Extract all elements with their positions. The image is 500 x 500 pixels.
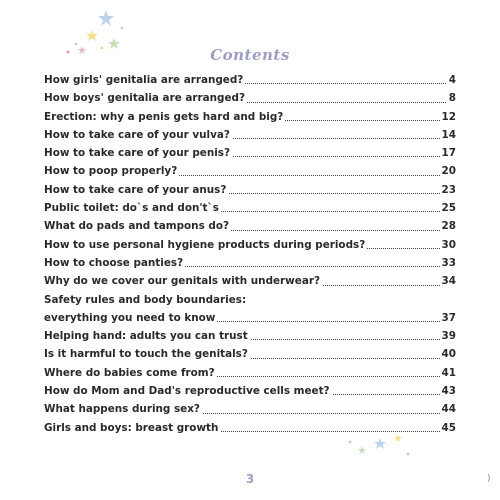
toc-entry (44, 217, 456, 235)
dot-icon (121, 27, 123, 29)
toc-entry-page: 30 (440, 236, 456, 254)
toc-entry-page: 28 (440, 217, 456, 235)
toc-entry-title: everything you need to know (44, 309, 217, 327)
toc-entry-title: Is it harmful to touch the genitals? (44, 345, 250, 363)
toc-entry-title: How to poop properly? (44, 162, 179, 180)
toc-entry (44, 291, 456, 309)
toc-entry (44, 236, 456, 254)
table-of-contents (44, 71, 456, 437)
toc-entry-page: 37 (440, 309, 456, 327)
toc-entry-page: 45 (440, 419, 456, 437)
toc-entry-page: 12 (440, 108, 456, 126)
star-icon (86, 30, 98, 41)
toc-entry-title: What do pads and tampons do? (44, 217, 231, 235)
toc-entry-page: 41 (440, 364, 456, 382)
toc-entry (44, 364, 456, 382)
toc-entry-page: 20 (440, 162, 456, 180)
toc-entry-page: 40 (440, 345, 456, 363)
toc-entry-title: How to take care of your penis? (44, 144, 232, 162)
toc-entry (44, 382, 456, 400)
star-icon (374, 438, 386, 449)
toc-entry-title: Why do we cover our genitals with underwear? (44, 272, 322, 290)
toc-entry (44, 327, 456, 345)
toc-entry (44, 345, 456, 363)
toc-entry-page: 4 (447, 71, 456, 89)
toc-entry-title: Girls and boys: breast growth (44, 419, 220, 437)
toc-entry (44, 181, 456, 199)
toc-entry-page: 17 (440, 144, 456, 162)
toc-entry-title: Erection: why a penis gets hard and big? (44, 108, 285, 126)
toc-entry (44, 400, 456, 418)
toc-entry (44, 126, 456, 144)
toc-entry-title: How to use personal hygiene products during periods? (44, 236, 367, 254)
toc-entry-title: How boys' genitalia are arranged? (44, 89, 247, 107)
toc-entry-title: How to choose panties? (44, 254, 185, 272)
toc-entry (44, 144, 456, 162)
stars-decoration-bottom (340, 432, 420, 468)
toc-entry (44, 89, 456, 107)
star-icon (394, 434, 402, 442)
dot-icon (75, 43, 77, 45)
edge-mark: ) (487, 474, 491, 484)
toc-entry-page: 25 (440, 199, 456, 217)
toc-entry-page: 23 (440, 181, 456, 199)
toc-entry-page: 14 (440, 126, 456, 144)
toc-entry-page: 33 (440, 254, 456, 272)
toc-entry-title: What happens during sex? (44, 400, 202, 418)
toc-entry-page: 44 (440, 400, 456, 418)
toc-entry (44, 199, 456, 217)
toc-entry-title: Where do babies come from? (44, 364, 217, 382)
dot-icon (407, 453, 410, 456)
star-icon (358, 446, 366, 454)
toc-entry-title: Helping hand: adults you can trust (44, 327, 250, 345)
toc-entry-page: 34 (440, 272, 456, 290)
star-icon (98, 10, 114, 26)
toc-entry-title: How to take care of your anus? (44, 181, 228, 199)
toc-entry-title: Safety rules and body boundaries: (44, 291, 248, 309)
toc-entry-title: How to take care of your vulva? (44, 126, 232, 144)
toc-entry (44, 162, 456, 180)
toc-entry (44, 272, 456, 290)
toc-entry (44, 254, 456, 272)
toc-entry-title: Public toilet: do`s and don't`s (44, 199, 221, 217)
toc-entry-page: 8 (447, 89, 456, 107)
contents-title: Contents (210, 46, 290, 64)
page-number: 3 (245, 472, 255, 486)
toc-entry-page: 39 (440, 327, 456, 345)
dot-icon (349, 441, 352, 444)
toc-entry-title: How girls' genitalia are arranged? (44, 71, 245, 89)
toc-entry-title: How do Mom and Dad's reproductive cells meet? (44, 382, 332, 400)
toc-entry (44, 108, 456, 126)
toc-entry-page: 43 (440, 382, 456, 400)
toc-entry (44, 71, 456, 89)
toc-entry (44, 309, 456, 327)
